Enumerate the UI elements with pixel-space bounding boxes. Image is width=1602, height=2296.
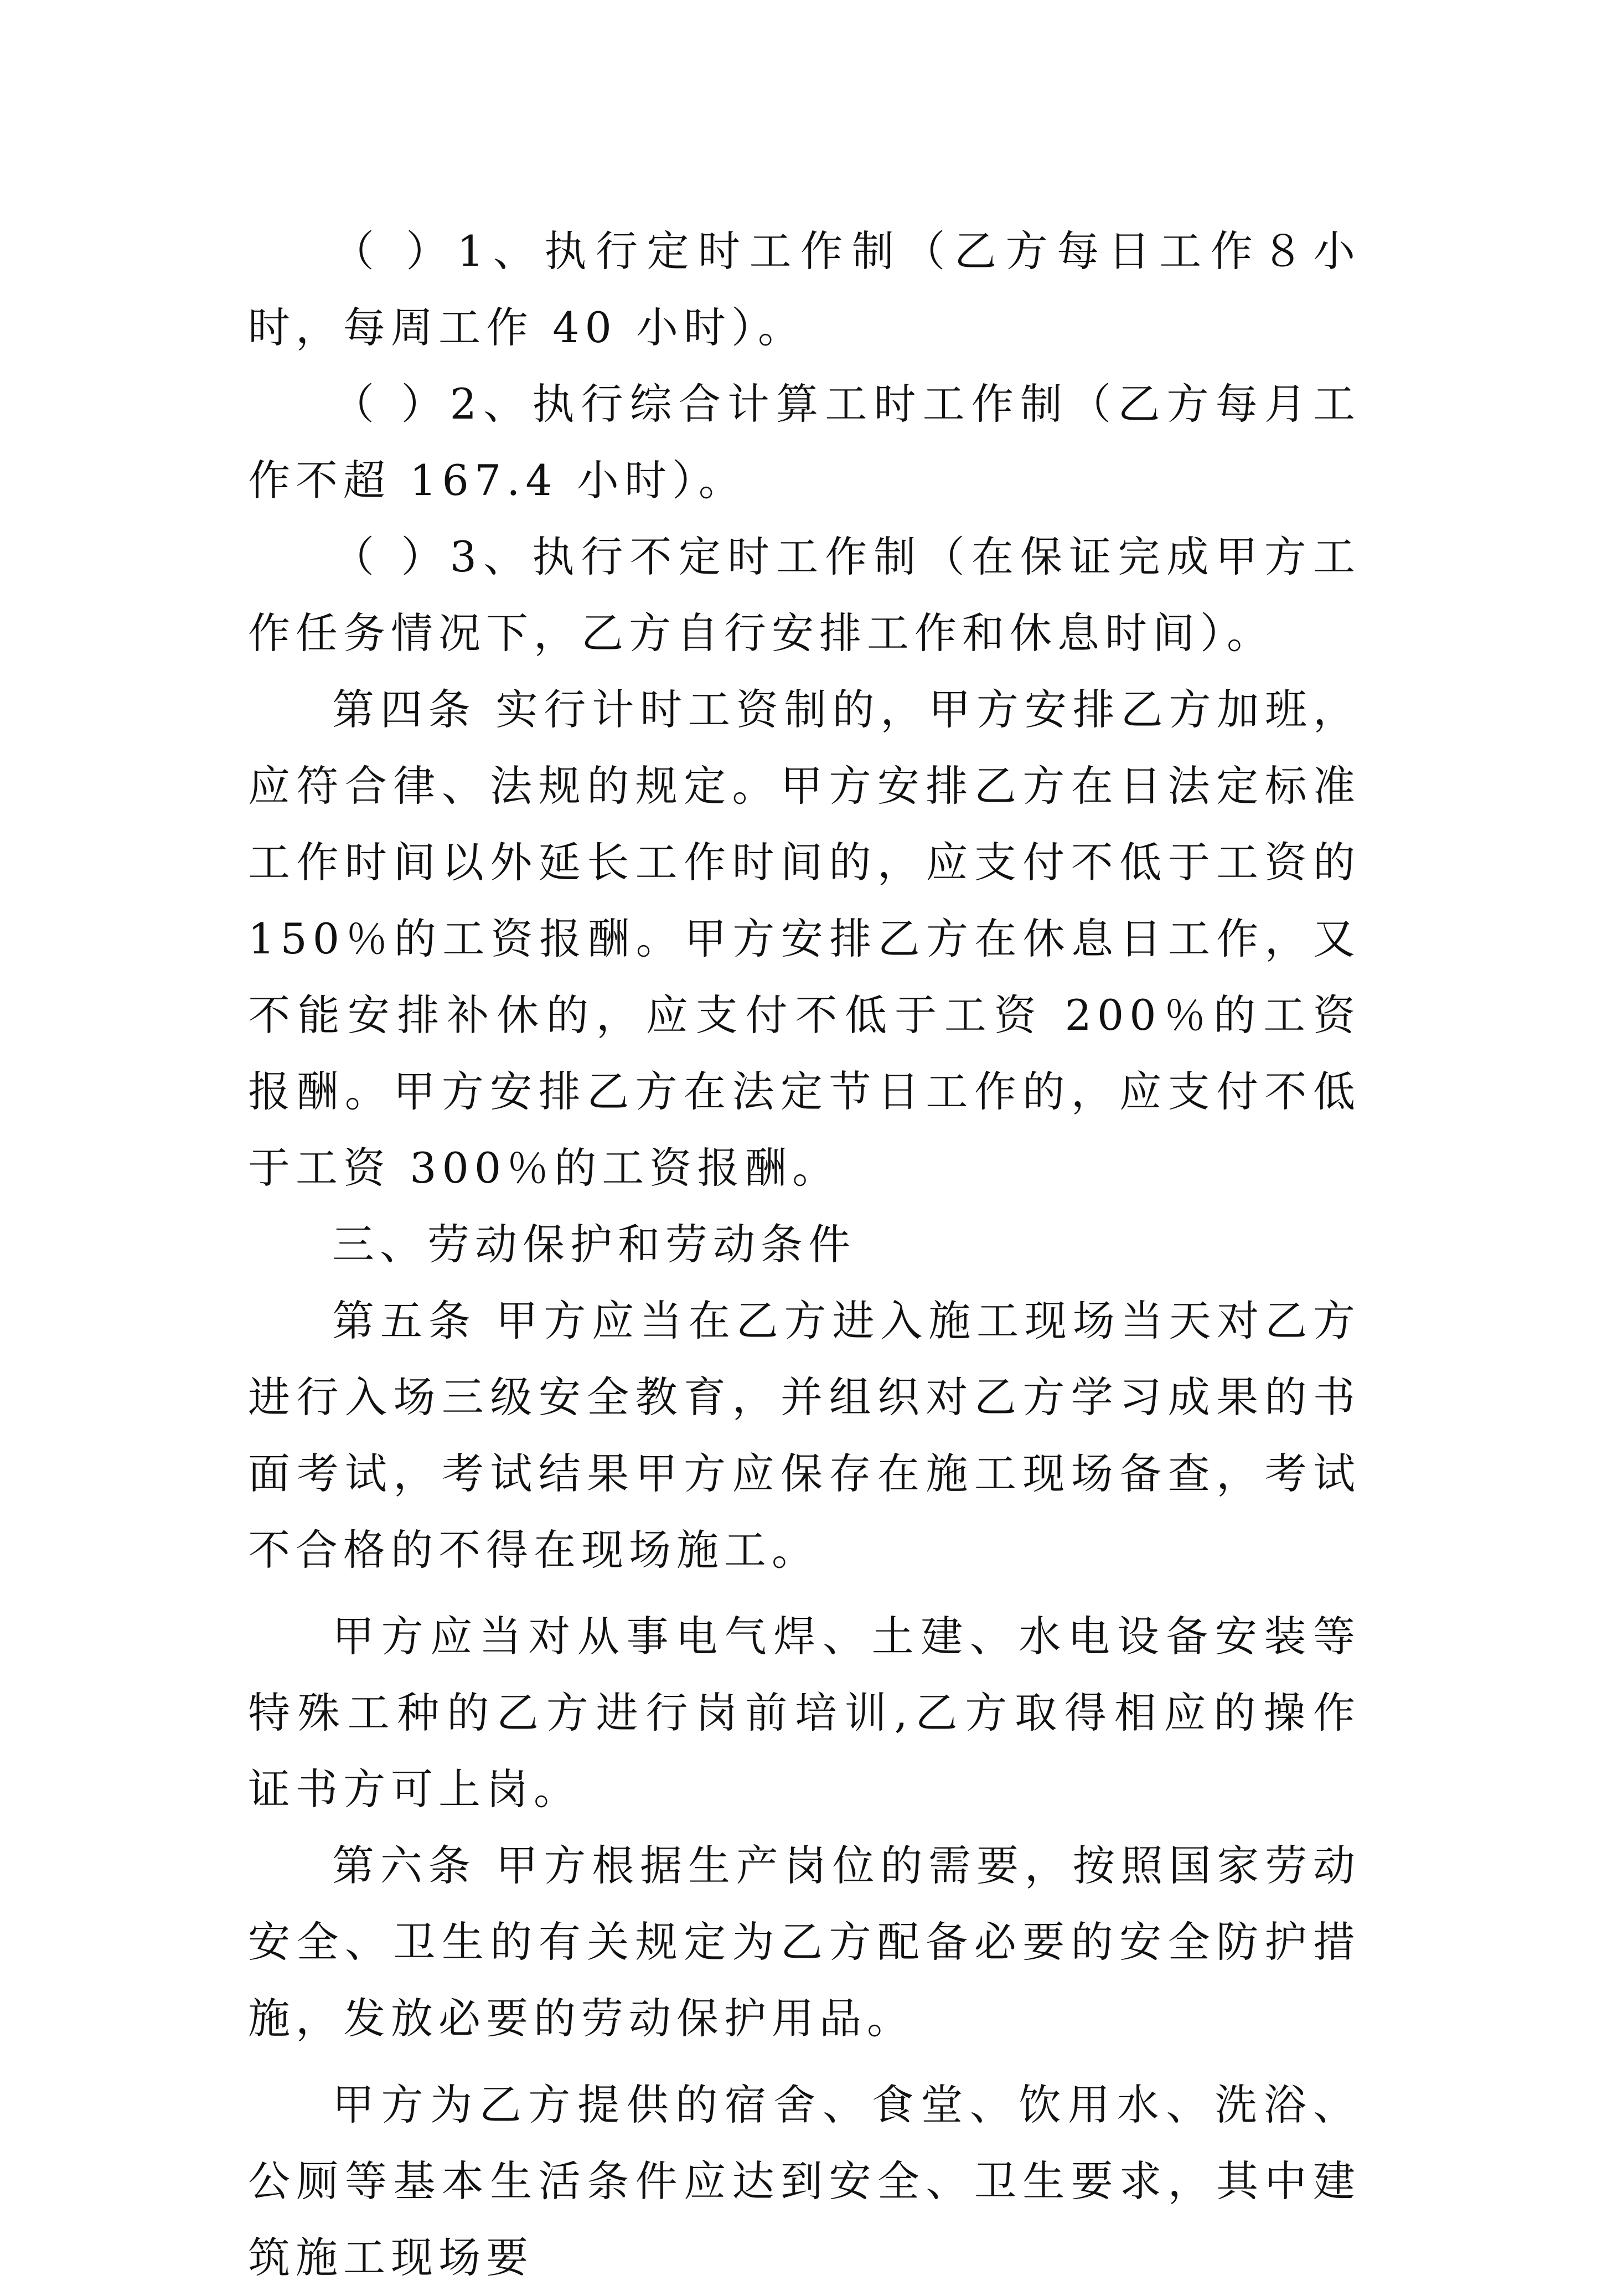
living-conditions: 甲方为乙方提供的宿舍、食堂、饮用水、洗浴、公厕等基本生活条件应达到安全、卫生要求，其中建筑施工现场要	[248, 2080, 1361, 2282]
special-trade-training: 甲方应当对从事电气焊、土建、水电设备安装等特殊工种的乙方进行岗前培训,乙方取得相应的操作证书方可上岗。	[248, 1612, 1361, 1814]
article-four-overtime: 第四条 实行计时工资制的，甲方安排乙方加班，应符合律、法规的规定。甲方安排乙方在日法定标准工作时间以外延长工作时间的，应支付不低于工资的 150％的工资报酬。甲方安排乙方在休息日工作，又不能安排补休的，应支付不低于工资 200％的工资报酬。甲方安排乙方在法定节日工作的，应支付不低于工资 300％的工资报酬。	[248, 685, 1361, 1193]
document-body	[248, 213, 1361, 2296]
article-six-protection: 第六条 甲方根据生产岗位的需要，按照国家劳动安全、卫生的有关规定为乙方配备必要的安全防护措施，发放必要的劳动保护用品。	[248, 1841, 1361, 2043]
clause-flexible-hours: （ ）3、执行不定时工作制（在保证完成甲方工作任务情况下，乙方自行安排工作和休息时间）。	[248, 532, 1361, 658]
section-three-heading: 三、劳动保护和劳动条件	[332, 1220, 856, 1269]
article-five-safety-education: 第五条 甲方应当在乙方进入施工现场当天对乙方进行入场三级安全教育，并组织对乙方学习成果的书面考试，考试结果甲方应保存在施工现场备查，考试不合格的不得在现场施工。	[248, 1296, 1361, 1575]
clause-comprehensive-hours: （ ）2、执行综合计算工时工作制（乙方每月工作不超 167.4 小时）。	[248, 379, 1361, 505]
clause-fixed-hours: （ ）1、执行定时工作制（乙方每日工作８小时，每周工作 40 小时）。	[248, 226, 1361, 352]
